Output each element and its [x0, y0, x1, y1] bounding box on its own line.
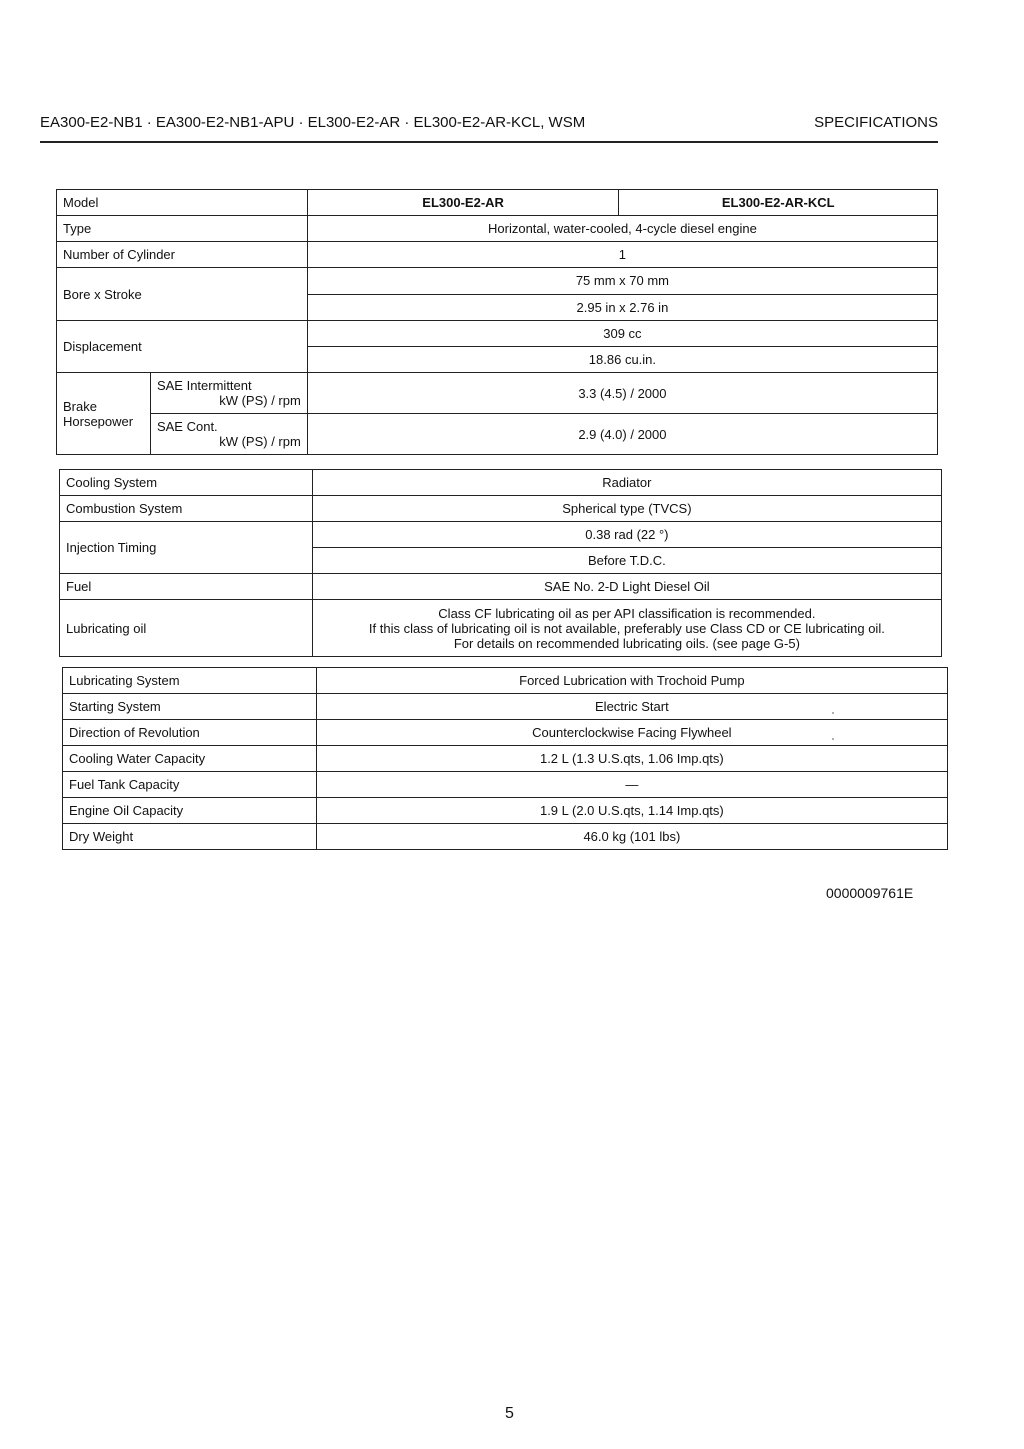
table-row — [57, 190, 938, 216]
row-label: Fuel — [60, 574, 313, 600]
table-row — [63, 824, 948, 850]
row-label: Direction of Revolution — [63, 720, 317, 746]
lub-oil-line: For details on recommended lubricating oils. (see page G-5) — [453, 635, 800, 651]
table-row — [60, 496, 942, 522]
table-row — [60, 470, 942, 496]
row-value: 1 — [307, 242, 937, 268]
row-value: 18.86 cu.in. — [307, 347, 937, 373]
model-label: Model — [57, 190, 308, 216]
row-label: Fuel Tank Capacity — [63, 772, 317, 798]
row-label: Bore x Stroke — [57, 268, 308, 321]
row-value: Horizontal, water-cooled, 4-cycle diesel engine — [307, 216, 937, 242]
row-value: Forced Lubrication with Trochoid Pump — [316, 668, 947, 694]
header-models: EA300-E2-NB1 · EA300-E2-NB1-APU · EL300-E2-AR · EL300-E2-AR-KCL, WSM — [40, 114, 586, 131]
table-row — [57, 268, 938, 295]
row-label: Lubricating System — [63, 668, 317, 694]
table-row — [63, 668, 948, 694]
row-value: SAE No. 2-D Light Diesel Oil — [312, 574, 941, 600]
row-value: Before T.D.C. — [312, 548, 941, 574]
table-row — [60, 522, 942, 548]
table-row — [57, 373, 938, 414]
lub-oil-line: If this class of lubricating oil is not available, preferably use Class CD or CE lubricating oil. — [368, 620, 885, 636]
table-row — [57, 414, 938, 455]
row-label: Combustion System — [60, 496, 313, 522]
row-value: 1.9 L (2.0 U.S.qts, 1.14 Imp.qts) — [316, 798, 947, 824]
model-col-2: EL300-E2-AR-KCL — [619, 190, 938, 216]
table-row — [63, 746, 948, 772]
scan-speck — [832, 712, 834, 714]
table-row — [63, 798, 948, 824]
table-row — [57, 321, 938, 347]
row-value: 3.3 (4.5) / 2000 — [307, 373, 937, 414]
row-value: Radiator — [312, 470, 941, 496]
row-value: 75 mm x 70 mm — [307, 268, 937, 295]
row-value: Spherical type (TVCS) — [312, 496, 941, 522]
table-row — [57, 242, 938, 268]
brake-hp-line1: Brake — [63, 398, 97, 414]
table-row — [63, 694, 948, 720]
spec-table-top — [56, 189, 938, 455]
sae-intermittent-unit: kW (PS) / rpm — [219, 393, 301, 408]
row-label: Lubricating oil — [60, 600, 313, 657]
row-value: 2.9 (4.0) / 2000 — [307, 414, 937, 455]
row-value: 309 cc — [307, 321, 937, 347]
brake-hp-line2: Horsepower — [63, 413, 134, 429]
row-label: Displacement — [57, 321, 308, 373]
header-section: SPECIFICATIONS — [814, 114, 938, 131]
sae-cont-unit: kW (PS) / rpm — [219, 434, 301, 449]
document-code: 0000009761E — [826, 885, 914, 901]
row-value: Electric Start — [316, 694, 947, 720]
row-label: Cooling Water Capacity — [63, 746, 317, 772]
row-value: 1.2 L (1.3 U.S.qts, 1.06 Imp.qts) — [316, 746, 947, 772]
spec-table-middle — [59, 469, 942, 657]
header-rule — [40, 141, 938, 143]
sae-intermittent-title: SAE Intermittent — [156, 378, 252, 393]
row-value: 0.38 rad (22 °) — [312, 522, 941, 548]
sae-intermittent-label — [150, 373, 307, 414]
row-label: Starting System — [63, 694, 317, 720]
row-label: Type — [57, 216, 308, 242]
table-row — [60, 574, 942, 600]
sae-cont-label — [150, 414, 307, 455]
page-number: 5 — [505, 1405, 514, 1422]
lub-oil-line: Class CF lubricating oil as per API classification is recommended. — [438, 605, 816, 621]
scan-speck — [832, 738, 834, 740]
row-value: 46.0 kg (101 lbs) — [316, 824, 947, 850]
row-value: 2.95 in x 2.76 in — [307, 294, 937, 321]
lubricating-oil-value — [312, 600, 941, 657]
row-label: Number of Cylinder — [57, 242, 308, 268]
model-col-1: EL300-E2-AR — [307, 190, 619, 216]
spec-table-bottom — [62, 667, 948, 850]
row-label: Injection Timing — [60, 522, 313, 574]
table-row — [63, 772, 948, 798]
table-row — [63, 720, 948, 746]
row-value: — — [316, 772, 947, 798]
row-label: Cooling System — [60, 470, 313, 496]
row-label: Engine Oil Capacity — [63, 798, 317, 824]
row-value: Counterclockwise Facing Flywheel — [316, 720, 947, 746]
brake-hp-label — [57, 373, 151, 455]
table-row — [60, 600, 942, 657]
sae-cont-title: SAE Cont. — [156, 419, 218, 434]
table-row — [57, 216, 938, 242]
row-label: Dry Weight — [63, 824, 317, 850]
